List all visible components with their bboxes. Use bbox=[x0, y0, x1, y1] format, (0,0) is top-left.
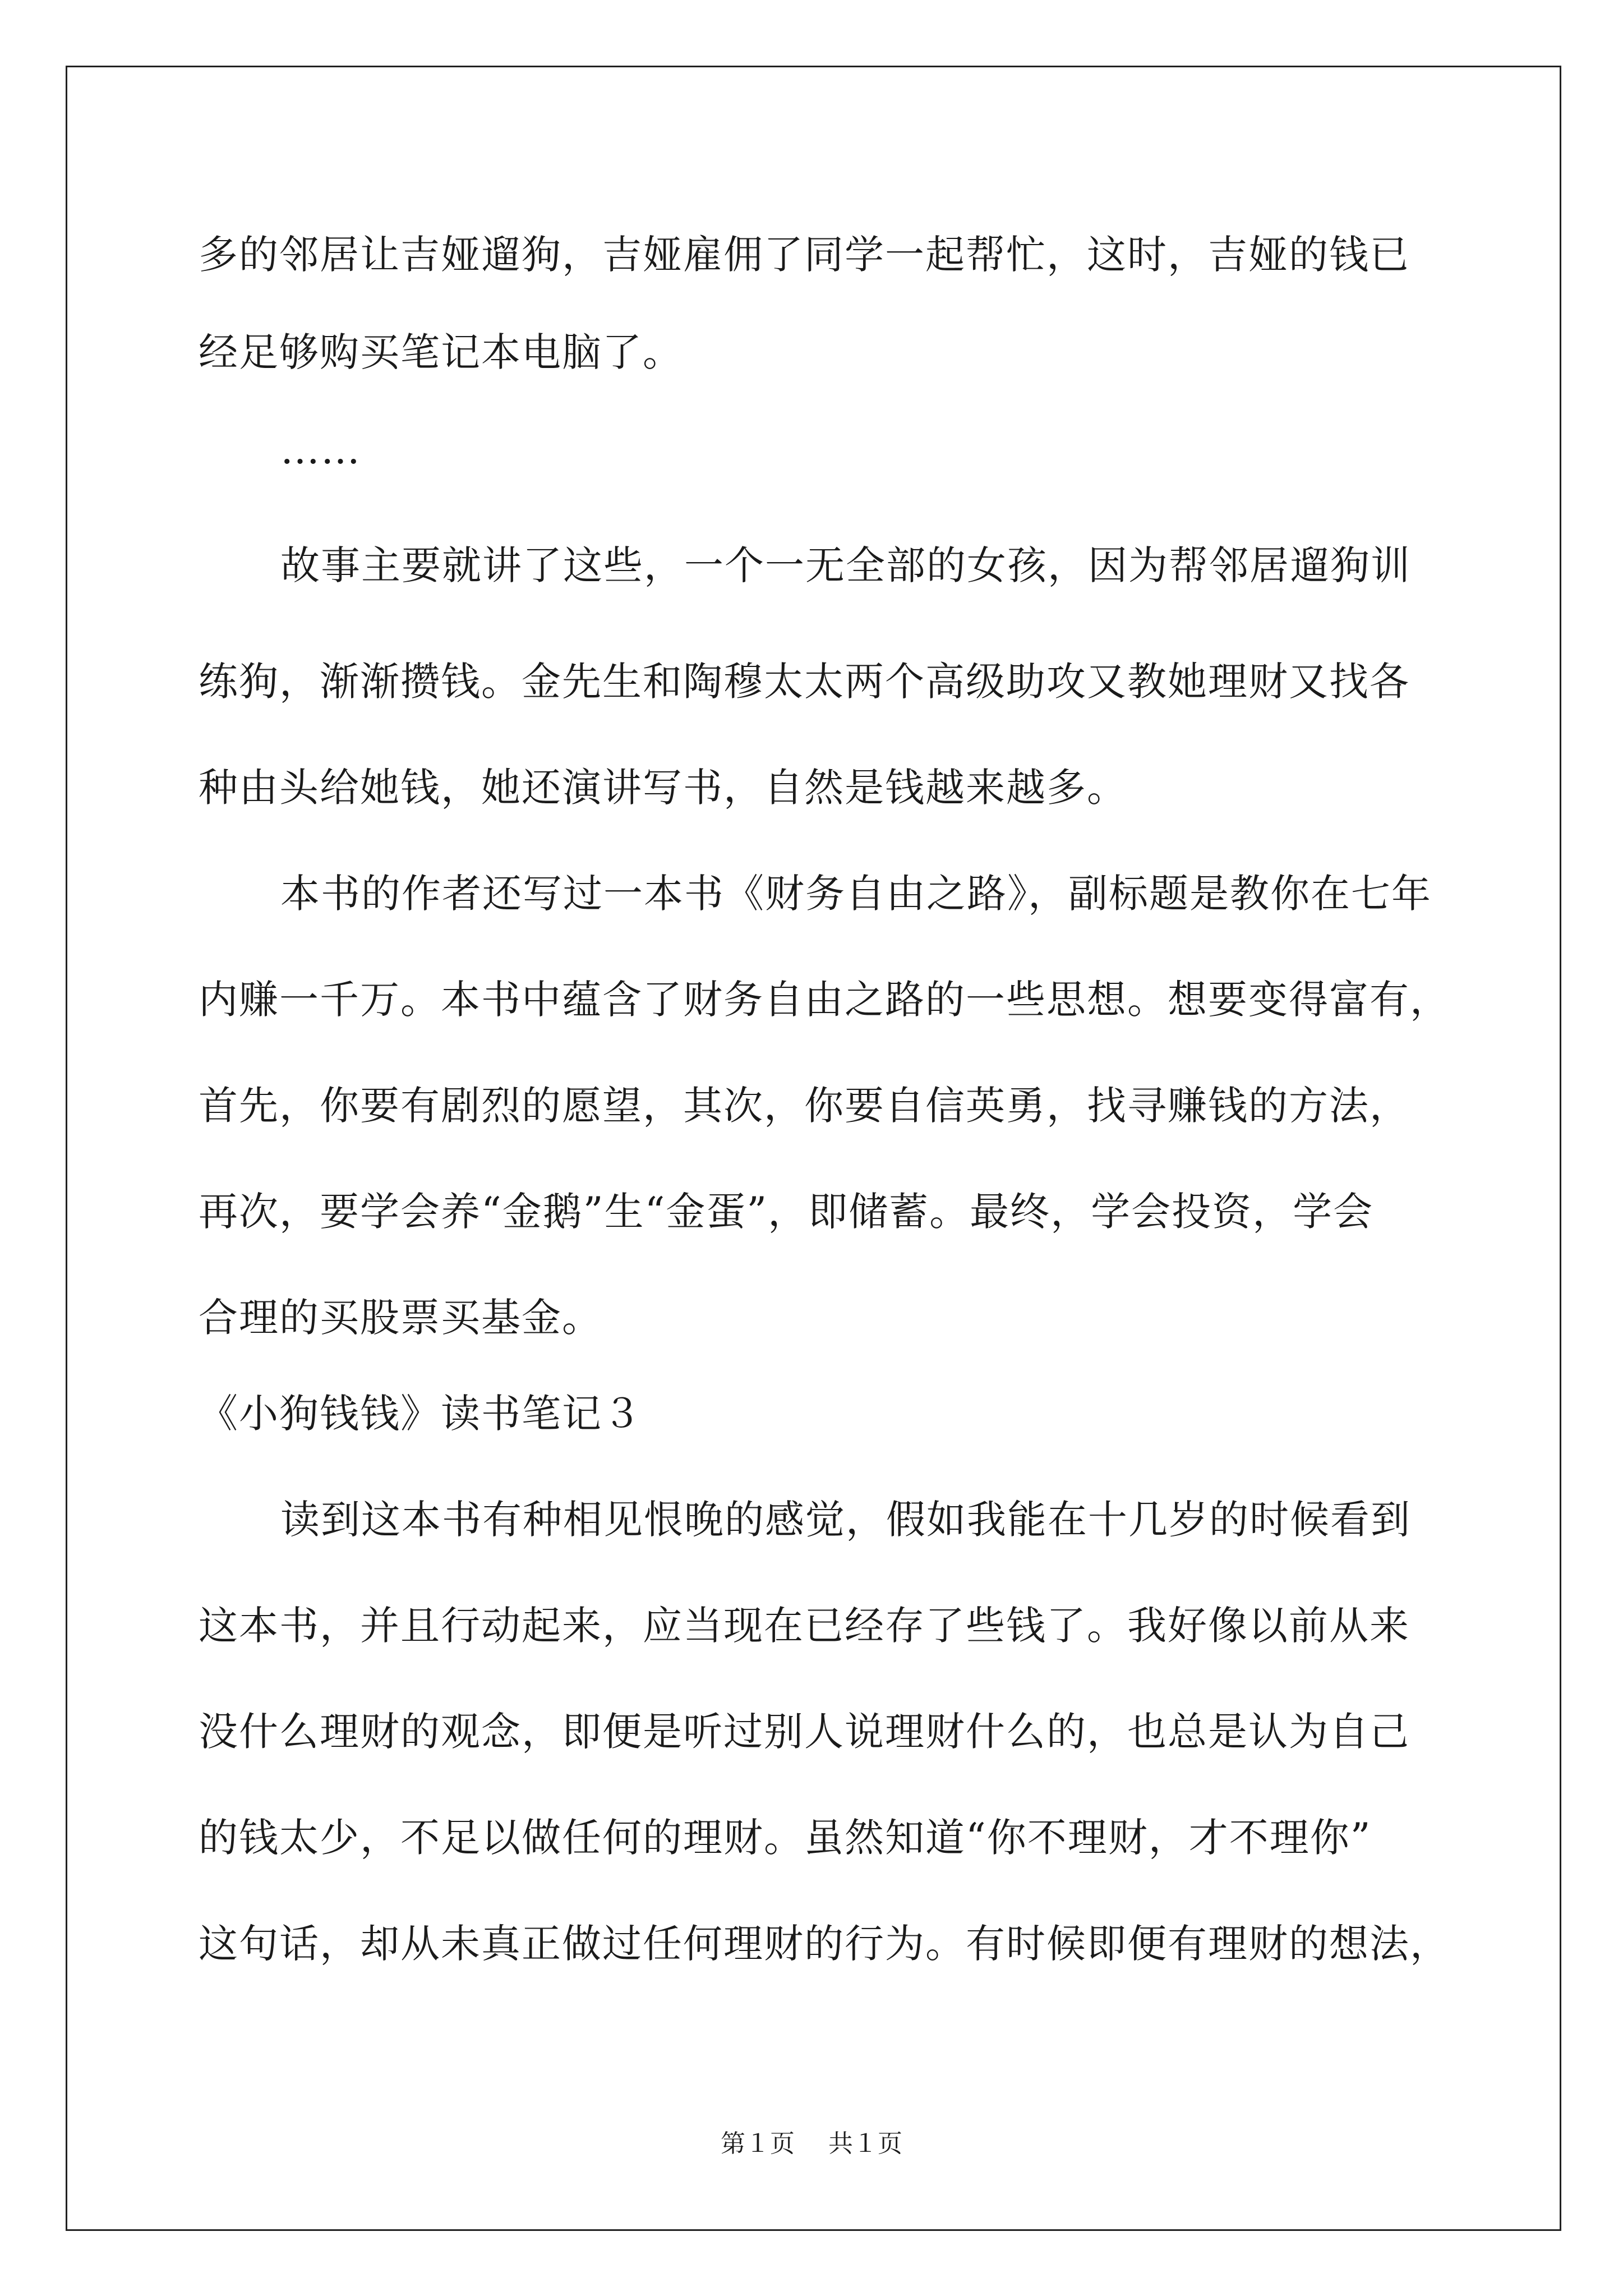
page-border bbox=[66, 66, 1561, 2231]
text-line: 这本书，并且行动起来，应当现在已经存了些钱了。我好像以前从来 bbox=[199, 1603, 1410, 1649]
page-number: 第１页 bbox=[721, 2129, 795, 2158]
text-line: 首先，你要有剧烈的愿望，其次，你要自信英勇，找寻赚钱的方法， bbox=[199, 1083, 1410, 1129]
page-total: 共１页 bbox=[828, 2129, 902, 2158]
text-line: 没什么理财的观念，即便是听过别人说理财什么的，也总是认为自己 bbox=[199, 1709, 1410, 1755]
text-line: 故事主要就讲了这些，一个一无全部的女孩，因为帮邻居遛狗训 bbox=[280, 542, 1411, 588]
page-footer bbox=[0, 2127, 1623, 2161]
text-line: 的钱太少，不足以做任何的理财。虽然知道“你不理财，才不理你” bbox=[199, 1815, 1372, 1861]
text-line: 经足够购买笔记本电脑了。 bbox=[199, 329, 683, 375]
ellipsis-line: …… bbox=[280, 427, 361, 473]
text-line: 种由头给她钱，她还演讲写书，自然是钱越来越多。 bbox=[199, 765, 1127, 811]
text-line: 这句话，却从未真正做过任何理财的行为。有时候即便有理财的想法， bbox=[199, 1921, 1450, 1967]
text-line: 再次，要学会养“金鹅”生“金蛋”，即储蓄。最终，学会投资，学会 bbox=[199, 1189, 1374, 1235]
text-line: 多的邻居让吉娅遛狗，吉娅雇佣了同学一起帮忙，这时，吉娅的钱已 bbox=[199, 232, 1410, 278]
text-line: 本书的作者还写过一本书《财务自由之路》，副标题是教你在七年 bbox=[280, 871, 1432, 917]
text-line: 读到这本书有种相见恨晚的感觉，假如我能在十几岁的时候看到 bbox=[280, 1497, 1411, 1543]
text-line: 练狗，渐渐攒钱。金先生和陶穆太太两个高级助攻又教她理财又找各 bbox=[199, 659, 1410, 705]
text-line: 内赚一千万。本书中蕴含了财务自由之路的一些思想。想要变得富有， bbox=[199, 977, 1450, 1023]
text-line: 合理的买股票买基金。 bbox=[199, 1295, 602, 1341]
section-heading: 《小狗钱钱》读书笔记３ bbox=[199, 1391, 643, 1437]
